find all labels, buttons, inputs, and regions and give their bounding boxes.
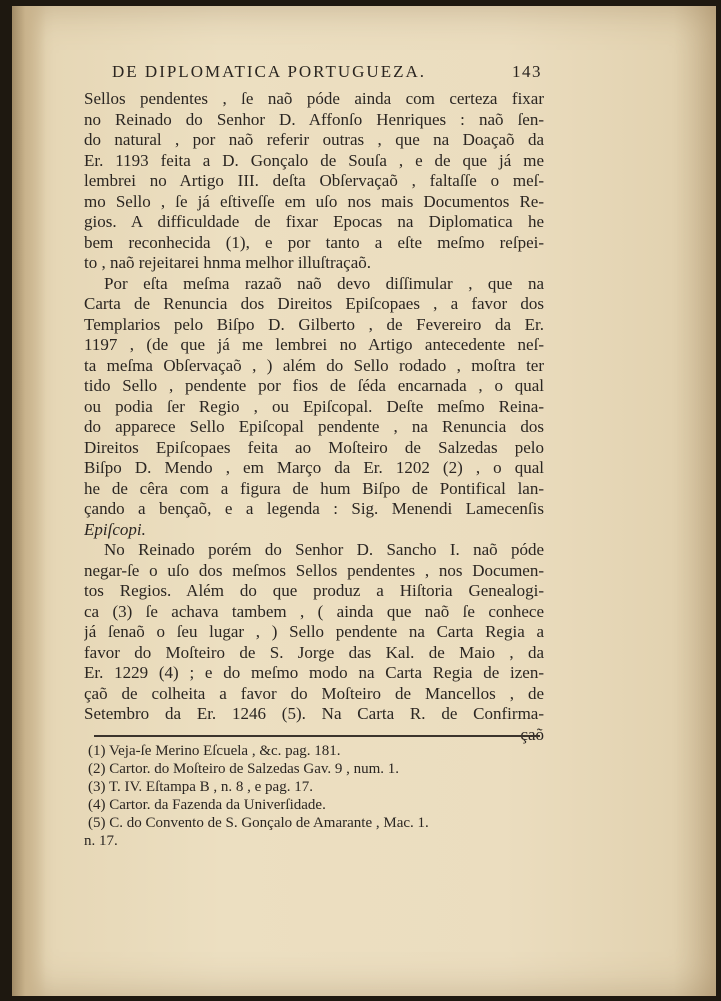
text-line: Epiſcopi. xyxy=(84,519,146,539)
text-line: Er. 1193 feita a D. Gonçalo de Souſa , e de que já me xyxy=(84,150,544,170)
text-line: Direitos Epiſcopaes feita ao Moſteiro de Salzedas pelo xyxy=(84,437,544,457)
text-line: 1197 , (de que já me lembrei no Artigo antecedente neſ- xyxy=(84,335,544,354)
text-line: ca (3) ſe achava tambem , ( ainda que naõ ſe conhece xyxy=(84,601,544,621)
text-line: já ſenaõ o ſeu lugar , ) Sello pendente na Carta Regia a xyxy=(84,622,544,641)
running-title: DE DIPLOMATICA PORTUGUEZA. xyxy=(112,62,427,81)
text-line: Templarios pelo Biſpo D. Gilberto , de Fevereiro da Er. xyxy=(84,314,544,334)
text-line: gios. A difficuldade de fixar Epocas na Diplomatica he xyxy=(84,212,544,231)
text-line: No Reinado porém do Senhor D. Sancho I. naõ póde xyxy=(104,540,544,559)
text-line: bem reconhecida (1), e por tanto a eſte meſmo reſpei- xyxy=(84,232,544,252)
text-line: ou podia ſer Regio , ou Epiſcopal. Deſte meſmo Reina- xyxy=(84,396,544,416)
footnote: (2) Cartor. do Moſteiro de Salzedas Gav. 9 , num. 1. xyxy=(88,761,400,777)
text-line: Er. 1229 (4) ; e do meſmo modo na Carta Regia de izen- xyxy=(84,663,544,682)
footnotes xyxy=(84,742,544,850)
footnote-rule xyxy=(94,735,540,737)
footnote: (5) C. do Convento de S. Gonçalo de Amarante , Mac. 1. xyxy=(88,815,429,831)
text-line: Carta de Renuncia dos Direitos Epiſcopaes , a favor dos xyxy=(84,294,544,313)
footnote: (4) Cartor. da Fazenda da Univerſidade. xyxy=(88,797,326,813)
text-line: çaõ de colheita a favor do Moſteiro de Mancellos , de xyxy=(84,683,544,703)
page-number: 143 xyxy=(512,62,542,81)
text-line: lembrei no Artigo III. deſta Obſervaçaõ , faltaſſe o meſ- xyxy=(84,171,544,190)
text-line: Por eſta meſma razaõ naõ devo diſſimular , que na xyxy=(104,273,544,293)
footnote: (1) Veja-ſe Merino Eſcuela , &c. pag. 181. xyxy=(88,743,341,759)
text-line: negar-ſe o uſo dos meſmos Sellos pendentes , nos Documen- xyxy=(84,560,544,580)
text-line: he de cêra com a figura de hum Biſpo de Pontifical lan- xyxy=(84,478,544,498)
running-header xyxy=(112,62,542,82)
catchword: çaõ xyxy=(520,724,544,744)
text-line: tos Regios. Além do que produz a Hiſtoria Genealogi- xyxy=(84,581,544,600)
text-line: Sellos pendentes , ſe naõ póde ainda com certeza fixar xyxy=(84,89,544,108)
text-line: Setembro da Er. 1246 (5). Na Carta R. de Confirma- xyxy=(84,704,544,723)
footnote: (3) T. IV. Eſtampa B , n. 8 , e pag. 17. xyxy=(88,779,313,795)
page-gutter-shadow xyxy=(12,6,46,996)
text-line: to , naõ rejeitarei hnma melhor illuſtraçaõ. xyxy=(84,253,371,272)
main-text xyxy=(84,89,544,745)
text-line: tido Sello , pendente por fios de ſéda encarnada , o qual xyxy=(84,376,544,395)
text-line: ta meſma Obſervaçaõ , ) além do Sello rodado , moſtra ter xyxy=(84,355,544,375)
text-line: mo Sello , ſe já eſtiveſſe em uſo nos mais Documentos Re- xyxy=(84,191,544,211)
text-line: do apparece Sello Epiſcopal pendente , na Renuncia dos xyxy=(84,417,544,436)
text-line: no Reinado do Senhor D. Affonſo Henriques : naõ ſen- xyxy=(84,109,544,129)
text-line: Biſpo D. Mendo , em Março da Er. 1202 (2) , o qual xyxy=(84,458,544,477)
text-line: favor do Moſteiro de S. Jorge das Kal. de Maio , da xyxy=(84,642,544,662)
text-line: çando a bençaõ, e a legenda : Sig. Menendi Lamecenſis xyxy=(84,499,544,518)
footnote-continuation: n. 17. xyxy=(84,833,118,849)
text-line: do natural , por naõ referir outras , que na Doaçaõ da xyxy=(84,130,544,149)
